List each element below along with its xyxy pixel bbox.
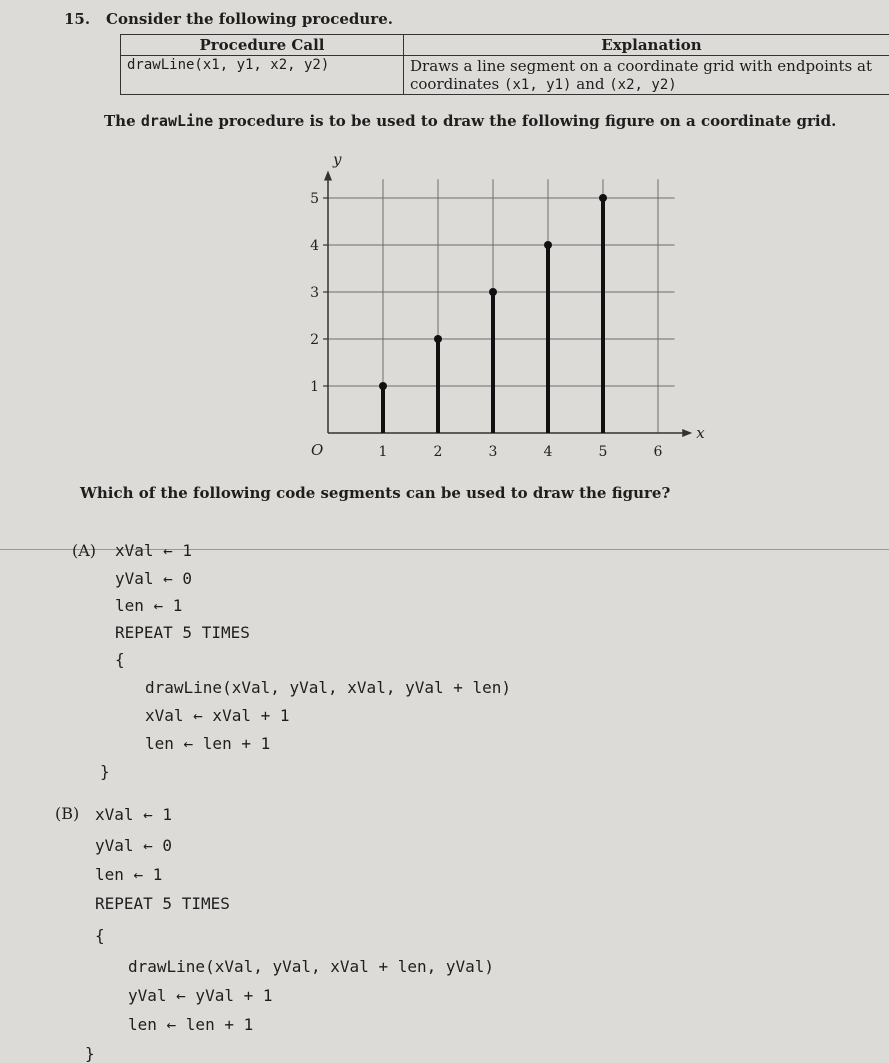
y-tick-label: 2: [310, 332, 319, 348]
choice-b-line-7: yVal ← yVal + 1: [128, 986, 273, 1005]
choice-b-line-6: drawLine(xVal, yVal, xVal + len, yVal): [128, 957, 495, 976]
x-tick-label: 2: [433, 444, 443, 460]
choice-b-line-4: REPEAT 5 TIMES: [95, 894, 230, 913]
y-tick-label: 1: [310, 379, 319, 395]
choice-b-line-5: {: [95, 926, 105, 945]
segment-endpoint: [544, 241, 552, 249]
x-tick-label: 6: [653, 444, 663, 460]
choice-a-line-3: len ← 1: [115, 596, 183, 615]
x-tick-label: 5: [598, 444, 608, 460]
choice-b-label: (B): [55, 804, 80, 823]
x-axis-arrow: [682, 429, 692, 437]
choice-b-line-8: len ← len + 1: [128, 1015, 254, 1034]
intro-proc: drawLine: [140, 112, 214, 130]
explanation-header: Explanation: [404, 35, 889, 56]
origin-label: O: [311, 441, 324, 459]
question-prompt: Consider the following procedure.: [106, 10, 393, 28]
choice-a-label: (A): [72, 541, 97, 560]
which-question: Which of the following code segments can be used to draw the figure?: [80, 484, 671, 502]
explanation-line-1: Draws a line segment on a coordinate grid with endpoints at: [410, 57, 872, 75]
procedure-call-cell: drawLine(x1, y1, x2, y2): [121, 56, 404, 95]
segment-endpoint: [489, 288, 497, 296]
explanation-point-1: (x1, y1): [504, 77, 572, 93]
intro-pre: The: [104, 112, 136, 130]
explanation-and: and: [576, 75, 605, 93]
explanation-coordinates: coordinates: [410, 75, 500, 93]
procedure-table: [120, 34, 889, 95]
x-tick-label: 4: [543, 444, 553, 460]
choice-b-line-2: yVal ← 0: [95, 836, 173, 855]
segment-endpoint: [434, 335, 442, 343]
explanation-cell: [404, 56, 889, 95]
choice-b-line-1: xVal ← 1: [95, 805, 173, 824]
segment-endpoint: [379, 382, 387, 390]
choice-a-line-2: yVal ← 0: [115, 569, 193, 588]
y-tick-label: 4: [310, 238, 319, 254]
explanation-point-2: (x2, y2): [609, 77, 677, 93]
explanation-line-2: [410, 75, 889, 93]
segment-endpoint: [599, 194, 607, 202]
x-tick-label: 1: [378, 444, 388, 460]
choice-a-line-7: xVal ← xVal + 1: [145, 706, 290, 725]
intro-post: procedure is to be used to draw the following figure on a coordinate grid.: [218, 112, 837, 130]
x-tick-label: 3: [488, 444, 498, 460]
choice-a-line-5: {: [115, 650, 125, 669]
choice-b-line-3: len ← 1: [95, 865, 163, 884]
choice-a-line-8: len ← len + 1: [145, 734, 271, 753]
y-tick-label: 5: [310, 191, 319, 207]
intro-sentence: [104, 112, 836, 130]
choice-a-line-9: }: [100, 762, 110, 781]
question-number: 15.: [64, 10, 91, 28]
choice-a-line-6: drawLine(xVal, yVal, xVal, yVal + len): [145, 678, 512, 697]
choice-a-line-4: REPEAT 5 TIMES: [115, 623, 250, 642]
x-axis-label: x: [696, 424, 705, 442]
choice-b-line-9: }: [85, 1044, 95, 1063]
procedure-call-header: Procedure Call: [121, 35, 404, 56]
choice-a-line-1: xVal ← 1: [115, 541, 193, 560]
y-tick-label: 3: [310, 285, 319, 301]
y-axis-label: y: [333, 150, 342, 169]
y-axis-arrow: [324, 171, 332, 181]
